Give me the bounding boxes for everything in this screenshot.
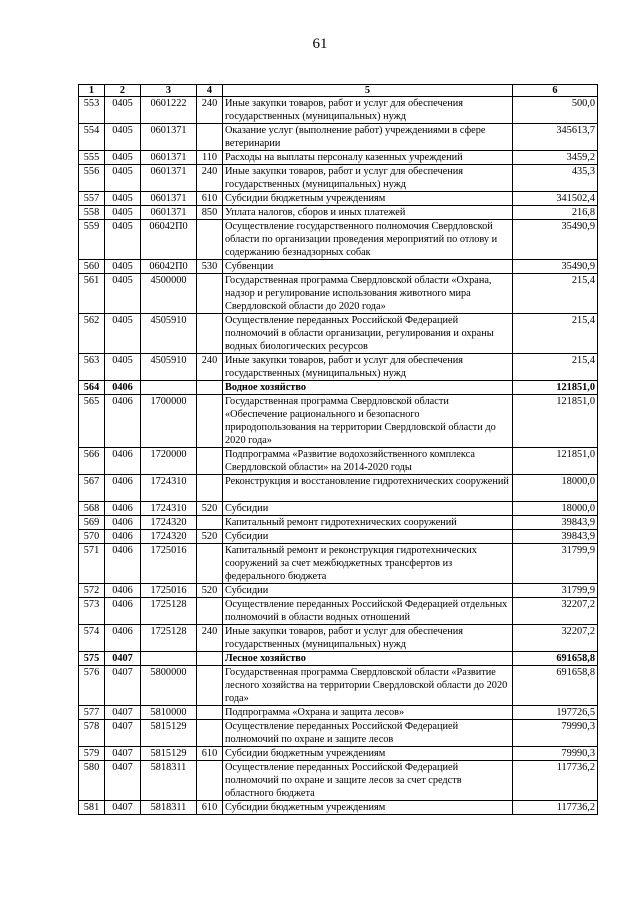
target-item-code-cell: 5815129 [141,720,197,747]
section-code-cell: 0406 [105,502,141,516]
amount-cell: 39843,9 [513,530,598,544]
item-name-cell: Субвенции [223,260,513,274]
target-item-code-cell: 1725016 [141,544,197,584]
item-name-cell: Лесное хозяйство [223,652,513,666]
target-item-code-cell: 1700000 [141,395,197,448]
section-code-cell: 0405 [105,165,141,192]
item-name-cell: Реконструкция и восстановление гидротехнических сооружений [223,475,513,502]
expense-type-code-cell [197,598,223,625]
section-code-cell: 0407 [105,666,141,706]
table-row [79,598,598,625]
expense-type-code-cell [197,761,223,801]
expense-type-code-cell: 610 [197,192,223,206]
section-code-cell: 0405 [105,274,141,314]
target-item-code-cell: 1725128 [141,598,197,625]
target-item-code-cell: 5800000 [141,666,197,706]
item-name-cell: Государственная программа Свердловской области «Обеспечение рационального и безопасного природопользования на территории Свердловской области до 2020 года» [223,395,513,448]
row-number-cell: 554 [79,124,105,151]
target-item-code-cell: 06042П0 [141,220,197,260]
section-code-cell: 0406 [105,530,141,544]
table-row [79,395,598,448]
item-name-cell: Субсидии [223,530,513,544]
row-number-cell: 570 [79,530,105,544]
amount-cell: 35490,9 [513,260,598,274]
row-number-cell: 581 [79,801,105,815]
row-number-cell: 573 [79,598,105,625]
section-code-cell: 0407 [105,720,141,747]
item-name-cell: Иные закупки товаров, работ и услуг для обеспечения государственных (муниципальных) нужд [223,625,513,652]
amount-cell: 341502,4 [513,192,598,206]
row-number-cell: 579 [79,747,105,761]
row-number-cell: 574 [79,625,105,652]
table-row [79,314,598,354]
amount-cell: 31799,9 [513,544,598,584]
section-code-cell: 0405 [105,220,141,260]
amount-cell: 691658,8 [513,666,598,706]
target-item-code-cell: 5818311 [141,761,197,801]
expense-type-code-cell: 110 [197,151,223,165]
expense-type-code-cell: 850 [197,206,223,220]
amount-cell: 215,4 [513,354,598,381]
target-item-code-cell: 5815129 [141,747,197,761]
target-item-code-cell: 5810000 [141,706,197,720]
row-number-cell: 553 [79,97,105,124]
amount-cell: 216,8 [513,206,598,220]
column-header: 4 [197,85,223,97]
amount-cell: 35490,9 [513,220,598,260]
row-number-cell: 561 [79,274,105,314]
column-header: 3 [141,85,197,97]
table-header-row [79,85,598,97]
expense-type-code-cell: 530 [197,260,223,274]
table-row [79,652,598,666]
table-row [79,381,598,395]
table-row [79,747,598,761]
row-number-cell: 559 [79,220,105,260]
item-name-cell: Осуществление переданных Российской Федерацией полномочий по охране и защите лесов за счет средств областного бюджета [223,761,513,801]
item-name-cell: Государственная программа Свердловской области «Развитие лесного хозяйства на территории Свердловской области до 2020 года» [223,666,513,706]
amount-cell: 500,0 [513,97,598,124]
target-item-code-cell: 1724320 [141,530,197,544]
row-number-cell: 563 [79,354,105,381]
table-row [79,502,598,516]
section-code-cell: 0407 [105,761,141,801]
expense-type-code-cell [197,516,223,530]
item-name-cell: Субсидии бюджетным учреждениям [223,747,513,761]
table-row [79,584,598,598]
row-number-cell: 564 [79,381,105,395]
amount-cell: 18000,0 [513,475,598,502]
item-name-cell: Иные закупки товаров, работ и услуг для обеспечения государственных (муниципальных) нужд [223,97,513,124]
row-number-cell: 575 [79,652,105,666]
row-number-cell: 555 [79,151,105,165]
expense-type-code-cell: 520 [197,530,223,544]
item-name-cell: Уплата налогов, сборов и иных платежей [223,206,513,220]
item-name-cell: Субсидии бюджетным учреждениям [223,192,513,206]
item-name-cell: Капитальный ремонт и реконструкция гидротехнических сооружений за счет межбюджетных трансфертов из федерального бюджета [223,544,513,584]
column-header: 2 [105,85,141,97]
target-item-code-cell: 4505910 [141,314,197,354]
section-code-cell: 0406 [105,381,141,395]
table-row [79,192,598,206]
target-item-code-cell [141,381,197,395]
item-name-cell: Иные закупки товаров, работ и услуг для обеспечения государственных (муниципальных) нужд [223,354,513,381]
section-code-cell: 0406 [105,598,141,625]
amount-cell: 39843,9 [513,516,598,530]
page-number: 61 [312,36,328,52]
table-row [79,206,598,220]
expense-type-code-cell: 520 [197,502,223,516]
expense-type-code-cell [197,666,223,706]
amount-cell: 197726,5 [513,706,598,720]
expense-type-code-cell [197,220,223,260]
item-name-cell: Субсидии бюджетным учреждениям [223,801,513,815]
item-name-cell: Субсидии [223,584,513,598]
item-name-cell: Осуществление государственного полномочия Свердловской области по организации проведения мероприятий по отлову и содержанию безнадзорных собак [223,220,513,260]
row-number-cell: 557 [79,192,105,206]
item-name-cell: Подпрограмма «Развитие водохозяйственного комплекса Свердловской области» на 2014-2020 годы [223,448,513,475]
amount-cell: 117736,2 [513,761,598,801]
section-code-cell: 0405 [105,354,141,381]
target-item-code-cell: 0601371 [141,206,197,220]
expense-type-code-cell: 610 [197,801,223,815]
expense-type-code-cell [197,475,223,502]
row-number-cell: 566 [79,448,105,475]
table-row [79,260,598,274]
table-row [79,706,598,720]
expense-type-code-cell [197,706,223,720]
expense-type-code-cell [197,544,223,584]
item-name-cell: Водное хозяйство [223,381,513,395]
target-item-code-cell: 0601222 [141,97,197,124]
section-code-cell: 0406 [105,475,141,502]
column-header: 6 [513,85,598,97]
row-number-cell: 562 [79,314,105,354]
section-code-cell: 0407 [105,747,141,761]
table-row [79,124,598,151]
section-code-cell: 0405 [105,206,141,220]
amount-cell: 79990,3 [513,747,598,761]
table-row [79,475,598,502]
item-name-cell: Субсидии [223,502,513,516]
expense-type-code-cell: 240 [197,625,223,652]
amount-cell: 79990,3 [513,720,598,747]
amount-cell: 345613,7 [513,124,598,151]
item-name-cell: Иные закупки товаров, работ и услуг для обеспечения государственных (муниципальных) нужд [223,165,513,192]
amount-cell: 435,3 [513,165,598,192]
expense-type-code-cell [197,720,223,747]
item-name-cell: Расходы на выплаты персоналу казенных учреждений [223,151,513,165]
amount-cell: 18000,0 [513,502,598,516]
expense-type-code-cell [197,652,223,666]
section-code-cell: 0405 [105,260,141,274]
expense-type-code-cell [197,395,223,448]
target-item-code-cell: 1724310 [141,475,197,502]
table-body [79,97,598,815]
table-row [79,801,598,815]
column-header: 1 [79,85,105,97]
item-name-cell: Осуществление переданных Российской Федерацией отдельных полномочий в области водных отношений [223,598,513,625]
section-code-cell: 0406 [105,544,141,584]
table-row [79,530,598,544]
target-item-code-cell: 0601371 [141,192,197,206]
amount-cell: 215,4 [513,314,598,354]
budget-table [78,84,598,815]
row-number-cell: 569 [79,516,105,530]
section-code-cell: 0405 [105,151,141,165]
section-code-cell: 0406 [105,448,141,475]
section-code-cell: 0406 [105,625,141,652]
row-number-cell: 580 [79,761,105,801]
table-row [79,220,598,260]
target-item-code-cell: 4500000 [141,274,197,314]
expense-type-code-cell [197,124,223,151]
amount-cell: 121851,0 [513,395,598,448]
table-row [79,761,598,801]
target-item-code-cell: 5818311 [141,801,197,815]
section-code-cell: 0407 [105,706,141,720]
section-code-cell: 0405 [105,192,141,206]
target-item-code-cell: 1724320 [141,516,197,530]
table-row [79,666,598,706]
expense-type-code-cell: 520 [197,584,223,598]
section-code-cell: 0405 [105,124,141,151]
section-code-cell: 0407 [105,652,141,666]
expense-type-code-cell: 240 [197,354,223,381]
section-code-cell: 0407 [105,801,141,815]
row-number-cell: 571 [79,544,105,584]
amount-cell: 117736,2 [513,801,598,815]
table-row [79,354,598,381]
target-item-code-cell: 1724310 [141,502,197,516]
table-row [79,625,598,652]
target-item-code-cell: 06042П0 [141,260,197,274]
row-number-cell: 568 [79,502,105,516]
target-item-code-cell: 0601371 [141,124,197,151]
row-number-cell: 560 [79,260,105,274]
item-name-cell: Государственная программа Свердловской области «Охрана, надзор и регулирование использования животного мира Свердловской области до 2020 года» [223,274,513,314]
row-number-cell: 572 [79,584,105,598]
section-code-cell: 0406 [105,516,141,530]
item-name-cell: Подпрограмма «Охрана и защита лесов» [223,706,513,720]
item-name-cell: Осуществление переданных Российской Федерацией полномочий по охране и защите лесов [223,720,513,747]
target-item-code-cell: 1720000 [141,448,197,475]
amount-cell: 691658,8 [513,652,598,666]
table-row [79,544,598,584]
amount-cell: 32207,2 [513,598,598,625]
row-number-cell: 578 [79,720,105,747]
amount-cell: 121851,0 [513,448,598,475]
target-item-code-cell: 4505910 [141,354,197,381]
section-code-cell: 0405 [105,314,141,354]
expense-type-code-cell: 240 [197,165,223,192]
expense-type-code-cell: 610 [197,747,223,761]
row-number-cell: 556 [79,165,105,192]
target-item-code-cell: 1725016 [141,584,197,598]
expense-type-code-cell [197,314,223,354]
table-row [79,151,598,165]
amount-cell: 32207,2 [513,625,598,652]
item-name-cell: Оказание услуг (выполнение работ) учреждениями в сфере ветеринарии [223,124,513,151]
row-number-cell: 558 [79,206,105,220]
item-name-cell: Капитальный ремонт гидротехнических сооружений [223,516,513,530]
amount-cell: 121851,0 [513,381,598,395]
row-number-cell: 576 [79,666,105,706]
column-header: 5 [223,85,513,97]
table-row [79,720,598,747]
amount-cell: 31799,9 [513,584,598,598]
table-row [79,165,598,192]
section-code-cell: 0405 [105,97,141,124]
target-item-code-cell: 0601371 [141,151,197,165]
table-row [79,516,598,530]
amount-cell: 215,4 [513,274,598,314]
expense-type-code-cell [197,274,223,314]
amount-cell: 3459,2 [513,151,598,165]
row-number-cell: 577 [79,706,105,720]
table-row [79,97,598,124]
table-row [79,448,598,475]
row-number-cell: 567 [79,475,105,502]
expense-type-code-cell [197,381,223,395]
section-code-cell: 0406 [105,584,141,598]
row-number-cell: 565 [79,395,105,448]
item-name-cell: Осуществление переданных Российской Федерацией полномочий в области организации, регулирования и охраны водных биологических ресурсов [223,314,513,354]
expense-type-code-cell: 240 [197,97,223,124]
expense-type-code-cell [197,448,223,475]
table-row [79,274,598,314]
target-item-code-cell: 1725128 [141,625,197,652]
target-item-code-cell: 0601371 [141,165,197,192]
target-item-code-cell [141,652,197,666]
section-code-cell: 0406 [105,395,141,448]
